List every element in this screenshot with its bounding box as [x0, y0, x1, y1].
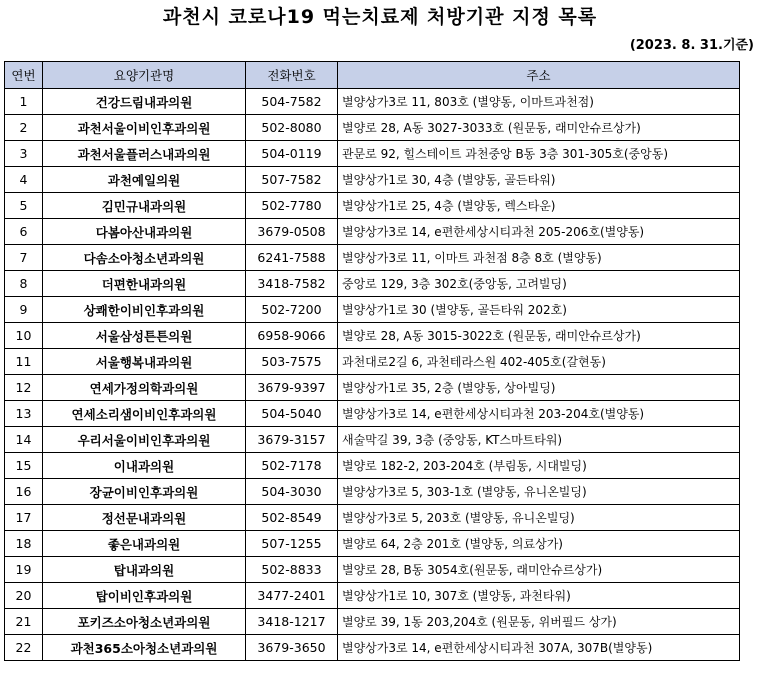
phone-number: 507-7582: [246, 167, 338, 193]
phone-number: 504-7582: [246, 89, 338, 115]
phone-number: 504-3030: [246, 479, 338, 505]
table-row: [5, 297, 740, 323]
document-title: 과천시 코로나19 먹는치료제 처방기관 지정 목록: [162, 6, 598, 28]
address: 별양로 28, A동 3015-3022호 (원문동, 래미안슈르상가): [338, 323, 740, 349]
phone-number: 507-1255: [246, 531, 338, 557]
phone-number: 502-7178: [246, 453, 338, 479]
address: 별양상가3로 14, e편한세상시티과천 203-204호(별양동): [338, 401, 740, 427]
clinic-name: 이내과의원: [43, 453, 246, 479]
phone-number: 504-5040: [246, 401, 338, 427]
table-row: [5, 635, 740, 661]
address: 별양상가3로 11, 803호 (별양동, 이마트과천점): [338, 89, 740, 115]
table-row: [5, 479, 740, 505]
address: 별양상가3로 14, e편한세상시티과천 307A, 307B(별양동): [338, 635, 740, 661]
address: 관문로 92, 힐스테이트 과천중앙 B동 3층 301-305호(중앙동): [338, 141, 740, 167]
clinic-name: 연세가정의학과의원: [43, 375, 246, 401]
address: 별양로 28, B동 3054호(원문동, 래미안슈르상가): [338, 557, 740, 583]
address: 별양상가1로 10, 307호 (별양동, 과천타워): [338, 583, 740, 609]
table-row: [5, 167, 740, 193]
clinic-name: 포키즈소아청소년과의원: [43, 609, 246, 635]
table-row: [5, 557, 740, 583]
address: 별양상가3로 5, 303-1호 (별양동, 유니온빌딩): [338, 479, 740, 505]
table-row: [5, 245, 740, 271]
clinic-name: 과천365소아청소년과의원: [43, 635, 246, 661]
clinic-name: 서울행복내과의원: [43, 349, 246, 375]
table-row: [5, 115, 740, 141]
clinic-name: 건강드림내과의원: [43, 89, 246, 115]
table-row: [5, 323, 740, 349]
table-row: [5, 219, 740, 245]
header-clinic-name: 요양기관명: [43, 62, 246, 89]
address: 중앙로 129, 3층 302호(중앙동, 고려빌딩): [338, 271, 740, 297]
row-number: 22: [5, 635, 43, 661]
clinic-name: 우리서울이비인후과의원: [43, 427, 246, 453]
address: 별양상가1로 30 (별양동, 골든타워 202호): [338, 297, 740, 323]
phone-number: 3679-3157: [246, 427, 338, 453]
phone-number: 502-7780: [246, 193, 338, 219]
table-row: [5, 427, 740, 453]
phone-number: 502-8833: [246, 557, 338, 583]
address: 새술막길 39, 3층 (중앙동, KT스마트타워): [338, 427, 740, 453]
row-number: 7: [5, 245, 43, 271]
clinic-name: 김민규내과의원: [43, 193, 246, 219]
phone-number: 3679-3650: [246, 635, 338, 661]
phone-number: 3418-1217: [246, 609, 338, 635]
clinic-name: 탑내과의원: [43, 557, 246, 583]
phone-number: 502-8549: [246, 505, 338, 531]
header-address: 주소: [338, 62, 740, 89]
clinic-name: 탑이비인후과의원: [43, 583, 246, 609]
table-row: [5, 401, 740, 427]
row-number: 18: [5, 531, 43, 557]
phone-number: 3418-7582: [246, 271, 338, 297]
row-number: 12: [5, 375, 43, 401]
row-number: 2: [5, 115, 43, 141]
table-row: [5, 375, 740, 401]
row-number: 10: [5, 323, 43, 349]
clinic-name: 연세소리샘이비인후과의원: [43, 401, 246, 427]
address: 별양상가1로 25, 4층 (별양동, 렉스타운): [338, 193, 740, 219]
phone-number: 503-7575: [246, 349, 338, 375]
clinic-name: 더편한내과의원: [43, 271, 246, 297]
header-phone: 전화번호: [246, 62, 338, 89]
phone-number: 3679-9397: [246, 375, 338, 401]
row-number: 16: [5, 479, 43, 505]
table-row: [5, 193, 740, 219]
address: 별양로 28, A동 3027-3033호 (원문동, 래미안슈르상가): [338, 115, 740, 141]
row-number: 11: [5, 349, 43, 375]
row-number: 13: [5, 401, 43, 427]
row-number: 1: [5, 89, 43, 115]
clinic-name: 좋은내과의원: [43, 531, 246, 557]
row-number: 20: [5, 583, 43, 609]
clinic-name: 다솜소아청소년과의원: [43, 245, 246, 271]
row-number: 5: [5, 193, 43, 219]
row-number: 15: [5, 453, 43, 479]
table-row: [5, 89, 740, 115]
row-number: 14: [5, 427, 43, 453]
phone-number: 3477-2401: [246, 583, 338, 609]
phone-number: 6958-9066: [246, 323, 338, 349]
phone-number: 502-8080: [246, 115, 338, 141]
row-number: 21: [5, 609, 43, 635]
address: 별양로 39, 1동 203,204호 (원문동, 위버필드 상가): [338, 609, 740, 635]
table-row: [5, 349, 740, 375]
table-row: [5, 531, 740, 557]
address: 별양상가3로 14, e편한세상시티과천 205-206호(별양동): [338, 219, 740, 245]
table-row: [5, 583, 740, 609]
clinic-name: 상쾌한이비인후과의원: [43, 297, 246, 323]
address: 별양상가1로 35, 2층 (별양동, 상아빌딩): [338, 375, 740, 401]
table-row: [5, 271, 740, 297]
clinic-name: 과천서울플러스내과의원: [43, 141, 246, 167]
row-number: 19: [5, 557, 43, 583]
table-body: [5, 89, 740, 661]
header-number: 연번: [5, 62, 43, 89]
row-number: 8: [5, 271, 43, 297]
clinic-name: 정선문내과의원: [43, 505, 246, 531]
table-row: [5, 453, 740, 479]
clinic-name: 과천예일의원: [43, 167, 246, 193]
address: 과천대로2길 6, 과천테라스원 402-405호(갈현동): [338, 349, 740, 375]
clinic-table: [4, 61, 740, 661]
row-number: 6: [5, 219, 43, 245]
table-row: [5, 505, 740, 531]
address: 별양로 64, 2층 201호 (별양동, 의료상가): [338, 531, 740, 557]
row-number: 17: [5, 505, 43, 531]
row-number: 4: [5, 167, 43, 193]
clinic-name: 과천서울이비인후과의원: [43, 115, 246, 141]
phone-number: 3679-0508: [246, 219, 338, 245]
address: 별양상가3로 5, 203호 (별양동, 유니온빌딩): [338, 505, 740, 531]
table-header-row: [5, 62, 740, 89]
row-number: 3: [5, 141, 43, 167]
table-row: [5, 609, 740, 635]
address: 별양상가3로 11, 이마트 과천점 8층 8호 (별양동): [338, 245, 740, 271]
phone-number: 502-7200: [246, 297, 338, 323]
clinic-name: 서울삼성튼튼의원: [43, 323, 246, 349]
table-row: [5, 141, 740, 167]
row-number: 9: [5, 297, 43, 323]
phone-number: 6241-7588: [246, 245, 338, 271]
clinic-name: 장균이비인후과의원: [43, 479, 246, 505]
address: 별양로 182-2, 203-204호 (부림동, 시대빌딩): [338, 453, 740, 479]
clinic-name: 다봄아산내과의원: [43, 219, 246, 245]
phone-number: 504-0119: [246, 141, 338, 167]
address: 별양상가1로 30, 4층 (별양동, 골든타워): [338, 167, 740, 193]
date-note: (2023. 8. 31.기준): [629, 38, 754, 53]
